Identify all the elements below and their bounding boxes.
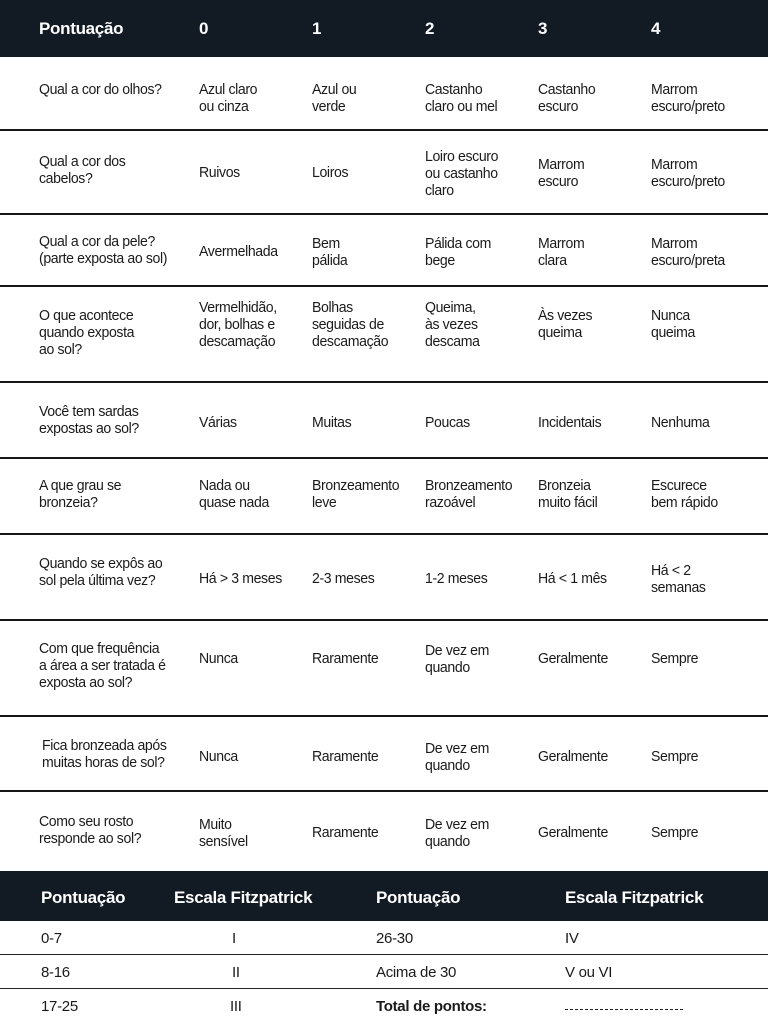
answer-option-3: Bronzeia muito fácil: [538, 477, 598, 511]
question-text: Qual a cor do olhos?: [39, 81, 162, 98]
question-row: [0, 383, 768, 459]
answer-option-0: Vermelhidão, dor, bolhas e descamação: [199, 299, 277, 350]
question-text: Com que frequência a área a ser tratada é exposta ao sol?: [39, 640, 166, 691]
answer-option-4: Sempre: [651, 650, 699, 667]
answer-option-1: Bem pálida: [312, 235, 348, 269]
answer-option-4: Marrom escuro/preto: [651, 156, 725, 190]
answer-option-2: Castanho claro ou mel: [425, 81, 498, 115]
scale-type: III: [230, 998, 242, 1015]
question-text: Fica bronzeada após muitas horas de sol?: [42, 737, 167, 771]
question-row: [0, 459, 768, 535]
header-score-3: 3: [538, 19, 548, 38]
answer-option-0: Avermelhada: [199, 243, 278, 260]
answer-option-4: Sempre: [651, 748, 699, 765]
scale-header-score-2: Pontuação: [376, 888, 461, 907]
question-text: Qual a cor da pele? (parte exposta ao sol): [39, 233, 168, 267]
answer-option-1: Raramente: [312, 748, 379, 765]
answer-option-2: Poucas: [425, 414, 470, 431]
answer-option-4: Nunca queima: [651, 307, 695, 341]
answer-option-2: De vez em quando: [425, 642, 490, 676]
scale-range: 17-25: [41, 998, 78, 1015]
answer-option-2: Queima, às vezes descama: [425, 299, 480, 350]
answer-option-2: Loiro escuro ou castanho claro: [425, 148, 499, 199]
question-text: Como seu rosto responde ao sol?: [39, 813, 142, 847]
total-points-label: Total de pontos:: [376, 998, 487, 1015]
answer-option-3: Geralmente: [538, 650, 608, 667]
answer-option-1: 2-3 meses: [312, 570, 375, 587]
answer-option-0: Ruivos: [199, 164, 240, 181]
question-row: [0, 717, 768, 792]
answer-option-3: Geralmente: [538, 824, 608, 841]
quiz-header: [0, 0, 768, 57]
scale-range: Acima de 30: [376, 964, 457, 981]
answer-option-0: Várias: [199, 414, 237, 431]
answer-option-4: Marrom escuro/preta: [651, 235, 725, 269]
answer-option-4: Marrom escuro/preto: [651, 81, 725, 115]
header-score-2: 2: [425, 19, 435, 38]
question-text: A que grau se bronzeia?: [39, 477, 122, 511]
question-row: [0, 535, 768, 621]
header-score-label: Pontuação: [39, 19, 124, 38]
question-text: Você tem sardas expostas ao sol?: [39, 403, 139, 437]
question-row: [0, 287, 768, 383]
answer-option-1: Bronzeamento leve: [312, 477, 400, 511]
answer-option-0: Há > 3 meses: [199, 570, 282, 587]
answer-option-1: Raramente: [312, 650, 379, 667]
answer-option-2: De vez em quando: [425, 816, 490, 850]
answer-option-3: Castanho escuro: [538, 81, 596, 115]
answer-option-2: 1-2 meses: [425, 570, 488, 587]
answer-option-0: Nunca: [199, 650, 238, 667]
answer-option-4: Sempre: [651, 824, 699, 841]
scale-row: [0, 955, 768, 989]
answer-option-4: Escurece bem rápido: [651, 477, 718, 511]
scale-row: [0, 989, 768, 1024]
answer-option-3: Às vezes queima: [538, 307, 593, 341]
answer-option-0: Nada ou quase nada: [199, 477, 269, 511]
answer-option-3: Marrom clara: [538, 235, 585, 269]
answer-option-4: Nenhuma: [651, 414, 710, 431]
header-score-4: 4: [651, 19, 661, 38]
question-row: [0, 621, 768, 717]
answer-option-4: Há < 2 semanas: [651, 562, 706, 596]
scale-type: IV: [565, 930, 579, 947]
scale-type: V ou VI: [565, 964, 613, 981]
question-row: [0, 792, 768, 871]
answer-option-0: Muito sensível: [199, 816, 248, 850]
header-score-0: 0: [199, 19, 209, 38]
answer-option-1: Bolhas seguidas de descamação: [312, 299, 389, 350]
scale-row: [0, 921, 768, 955]
answer-option-1: Loiros: [312, 164, 349, 181]
answer-option-1: Muitas: [312, 414, 352, 431]
header-score-1: 1: [312, 19, 322, 38]
answer-option-1: Raramente: [312, 824, 379, 841]
question-text: O que acontece quando exposta ao sol?: [39, 307, 135, 358]
answer-option-2: De vez em quando: [425, 740, 490, 774]
answer-option-3: Geralmente: [538, 748, 608, 765]
scale-range: 0-7: [41, 930, 62, 947]
answer-option-2: Pálida com bege: [425, 235, 491, 269]
scale-type: II: [232, 964, 240, 981]
question-row: [0, 131, 768, 215]
answer-option-3: Marrom escuro: [538, 156, 585, 190]
scale-type: I: [232, 930, 236, 947]
question-row: [0, 215, 768, 287]
scale-header-fitzpatrick-1: Escala Fitzpatrick: [174, 888, 313, 907]
answer-option-1: Azul ou verde: [312, 81, 357, 115]
question-text: Quando se expôs ao sol pela última vez?: [39, 555, 163, 589]
scale-header: [0, 871, 768, 921]
answer-option-0: Nunca: [199, 748, 238, 765]
answer-option-2: Bronzeamento razoável: [425, 477, 513, 511]
scale-range: 8-16: [41, 964, 70, 981]
question-row: [0, 57, 768, 131]
scale-range: 26-30: [376, 930, 413, 947]
answer-option-3: Há < 1 mês: [538, 570, 607, 587]
total-points-field[interactable]: [565, 995, 683, 1010]
answer-option-3: Incidentais: [538, 414, 602, 431]
answer-option-0: Azul claro ou cinza: [199, 81, 258, 115]
question-text: Qual a cor dos cabelos?: [39, 153, 126, 187]
scale-header-fitzpatrick-2: Escala Fitzpatrick: [565, 888, 704, 907]
scale-header-score-1: Pontuação: [41, 888, 126, 907]
